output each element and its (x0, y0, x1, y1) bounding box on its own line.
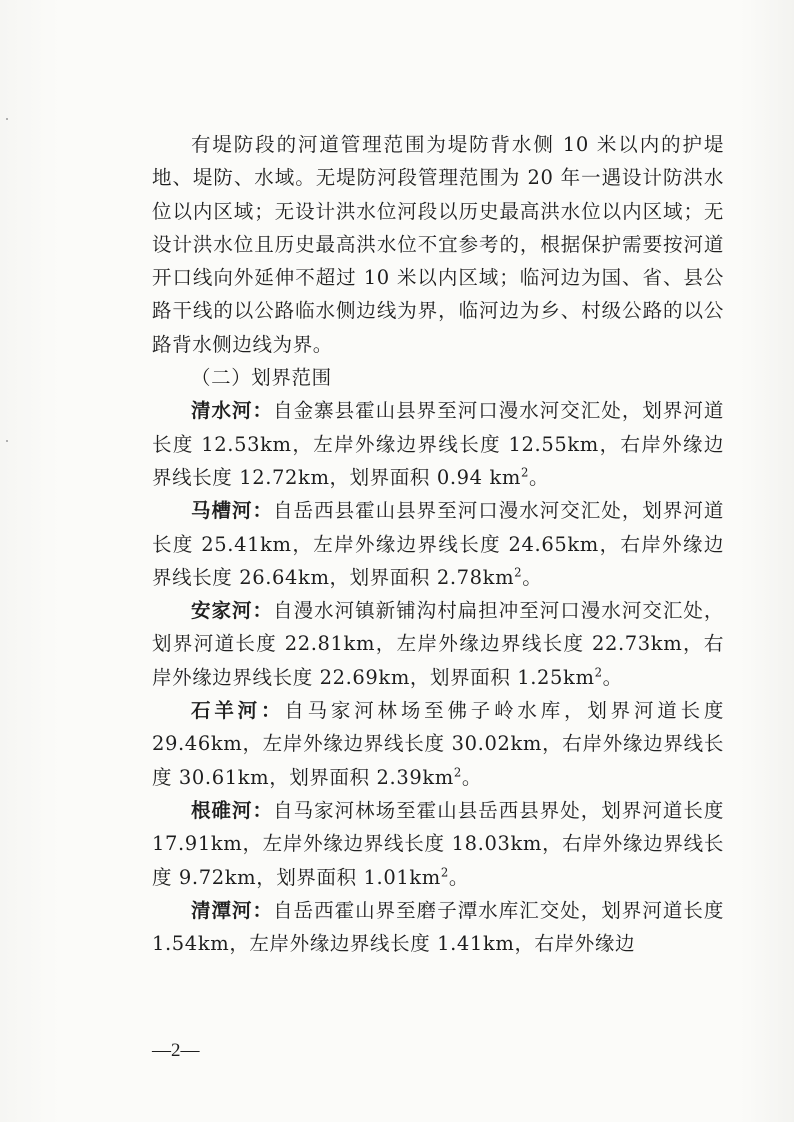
sentence-end: 。 (461, 765, 483, 789)
river-text: 自岳西霍山界至磨子潭水库汇交处，划界河道长度 1.54km，左岸外缘边界线长度 1.41km，右岸外缘边 (152, 898, 724, 956)
sentence-end: 。 (448, 865, 470, 889)
river-name: 清水河： (191, 399, 274, 423)
area-unit-sup: 2 (440, 865, 449, 880)
river-text: 自马家河林场至霍山县岳西县界处，划界河道长度 17.91km，左岸外缘边界线长度 18.03km，右岸外缘边界线长度 9.72km，划界面积 1.01 (152, 798, 724, 889)
river-text: 自岳西县霍山县界至河口漫水河交汇处，划界河道长度 25.41km，左岸外缘边界线长度 24.65km，右岸外缘边界线长度 26.64km，划界面积 2.78 (152, 499, 724, 589)
river-paragraph (152, 694, 724, 794)
sentence-end: 。 (529, 465, 550, 489)
area-unit: km (422, 765, 454, 789)
area-unit: km (563, 665, 595, 689)
river-name: 根碓河： (191, 798, 274, 822)
river-name: 马槽河： (191, 499, 274, 523)
river-paragraph (152, 594, 724, 694)
river-text: 自漫水河镇新铺沟村扁担冲至河口漫水河交汇处，划界河道长度 22.81km，左岸外缘边界线长度 22.73km，右岸外缘边界线长度 22.69km，划界面积 1.25 (152, 599, 724, 689)
river-name: 安家河： (191, 599, 274, 623)
area-unit-sup: 2 (514, 565, 523, 580)
area-unit-sup: 2 (594, 665, 603, 680)
scan-mark (6, 118, 8, 120)
area-unit: km (482, 565, 515, 589)
river-text: 自马家河林场至佛子岭水库，划界河道长度 29.46km，左岸外缘边界线长度 30.02km，右岸外缘边界线长度 30.61km，划界面积 2.39 (152, 699, 725, 789)
river-text: 自金寨县霍山县界至河口漫水河交汇处，划界河道长度 12.53km，左岸外缘边界线长度 12.55km，右岸外缘边界线长度 12.72km，划界面积 0.94 (152, 399, 724, 489)
page-number: —2— (152, 1040, 200, 1061)
area-unit: km (489, 465, 521, 489)
intro-paragraph (152, 128, 724, 361)
intro-text: 有堤防段的河道管理范围为堤防背水侧 10 米以内的护堤地、堤防、水域。无堤防河段管理范围为 20 年一遇设计防洪水位以内区域；无设计洪水位河段以历史最高洪水位以内区域；无设计洪水位且历史最高洪水位不宜参考的，根据保护需要按河道开口线向外延伸不超过 10 米以内区域；临河边为国、省、县公路干线的以公路临水侧边线为界，临河边为乡、村级公路的以公路背水侧边线为界。 (152, 133, 724, 356)
body-text (152, 128, 724, 960)
area-unit-sup: 2 (453, 765, 462, 780)
river-paragraph (152, 394, 724, 494)
sentence-end: 。 (522, 565, 543, 589)
river-paragraph (152, 494, 724, 594)
scan-mark (6, 440, 8, 442)
river-paragraph (152, 794, 724, 894)
river-name: 清潭河： (191, 898, 274, 922)
section-heading: （二）划界范围 (191, 366, 332, 390)
area-unit-sup: 2 (520, 465, 530, 480)
river-paragraph (152, 894, 724, 961)
river-name: 石羊河： (191, 699, 285, 723)
area-unit: km (409, 865, 441, 889)
sentence-end: 。 (602, 665, 623, 689)
